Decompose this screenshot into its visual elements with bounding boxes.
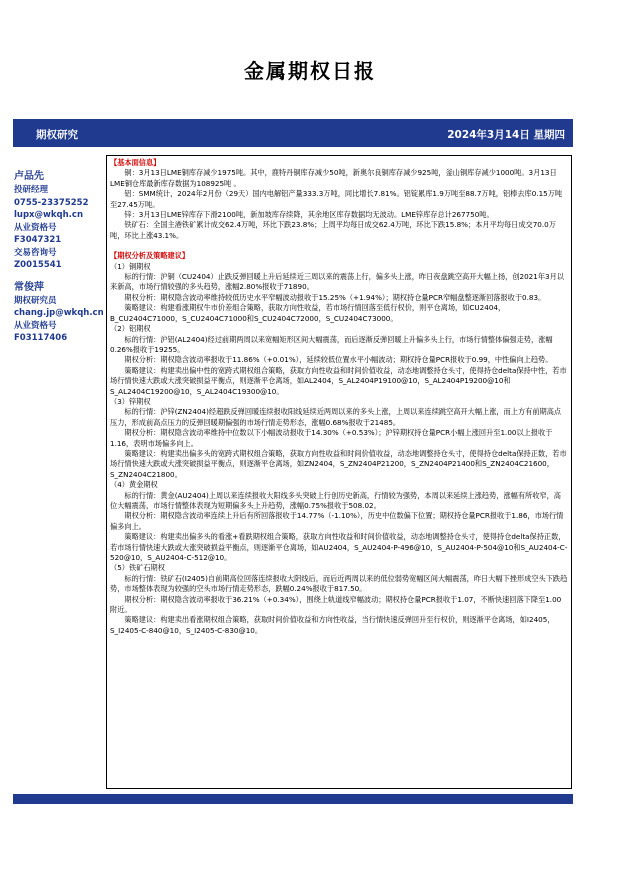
header-banner	[13, 119, 573, 147]
paragraph-iron-ore-market: 标的行情：铁矿石(I2405)自前期高位回落连续报收大阴线后，而后近两周以来的低位弱势宽幅区间大幅震荡，昨日大幅下挫形成空头下跌趋势，市场整体表现为较强的空头市场行情走势形态，跌幅0.24%报收于817.50。	[110, 573, 568, 594]
subheading-copper: （1）铜期权	[110, 261, 151, 271]
author-block-2	[14, 281, 109, 345]
author-sidebar	[14, 170, 109, 354]
author-phone: 0755-23375252	[14, 197, 89, 208]
report-body	[106, 155, 572, 789]
paragraph-zinc-strategy: 策略建议：构建卖出偏多头的宽跨式期权组合策略，获取方向性收益和时间价值收益，动态地调整持仓头寸，使得持仓delta保持正数，若市场行情快速大跌或大涨突破损益平衡点，则逐渐平仓离场，如ZN2404，S_ZN2404P21200，S_ZN2404P21400和S_ZN2404C21600，S_ZN2404C21800。	[110, 448, 567, 479]
qualification-number: F3047321	[14, 235, 62, 245]
trade-consult-label: 交易咨询号	[14, 247, 57, 258]
banner-section-label: 期权研究	[36, 129, 78, 141]
author-block-1	[14, 170, 109, 272]
subheading-gold: （4）黄金期权	[110, 480, 158, 490]
paragraph-gold-analysis: 期权分析：期权隐含波动率连续上升后有所回落报收于14.77%（-1.10%），历史中位数偏下位置；期权持仓量PCR报收于1.86，市场行情偏多向上。	[110, 511, 564, 531]
author-email[interactable]: chang.jp@wkqh.cn	[14, 308, 104, 318]
subheading-aluminium: （2）铝期权	[110, 324, 151, 334]
paragraph-copper-analysis: 期权分析：期权隐含波动率维持较低历史水平窄幅波动报收于15.25%（+1.94%）；期权持仓量PCR窄幅盘整逐渐回落报收于0.83。	[124, 292, 546, 302]
section-heading-strategy: 【期权分析及策略建议】	[110, 251, 190, 261]
paragraph-iron-ore-fundamental: 铁矿石：全国主港铁矿累计成交62.4万吨，环比下跌23.8%；上周平均每日成交62.4万吨，环比下跌15.8%；本月平均每日成交70.0万吨，环比上涨43.1%。	[110, 220, 556, 240]
paragraph-aluminium-strategy: 策略建议：构建卖出偏中性的宽跨式期权组合策略，获取方向性收益和时间价值收益，动态地调整持仓头寸，使得持仓delta保持中性，若市场行情快速大跌或大涨突破损益平衡点，则逐渐平仓离场，如AL2404，S_AL2404P19100@10，S_AL2404P19200@10和S_AL2404C19200@10，S_AL2404C19300@10。	[110, 365, 567, 396]
paragraph-iron-ore-strategy: 策略建议：构建卖出看涨期权组合策略，获取时间价值收益和方向性收益，当行情快速反弹回升至行权价，则逐渐平仓离场，如I2405，S_I2405-C-840@10，S_I2405-C-830@10。	[110, 615, 555, 635]
subheading-iron-ore: （5）铁矿石期权	[110, 563, 165, 573]
trade-consult-number: Z0015541	[14, 260, 62, 270]
report-title: 金属期权日报	[244, 59, 376, 83]
paragraph-copper-strategy: 策略建议：构建看涨期权牛市价差组合策略，获取方向性收益，若市场行情回落至低行权价，则平仓离场，如CU2404，B_CU2404C71000，S_CU2404C71000和S_CU2404C72000，S_CU2404C73000。	[110, 303, 506, 323]
paragraph-aluminium-market: 标的行情：沪铝(AL2404)经过前期两周以来宽幅矩形区间大幅震荡，而后逐渐反弹回暖上升偏多头上行，市场行情整体偏强走势，涨幅0.26%报收于19255。	[110, 334, 553, 354]
qualification-label: 从业资格号	[14, 320, 57, 331]
paragraph-zinc-fundamental: 锌：3月13日LME锌库存下滑2100吨，新加坡库存续降，其余地区库存数据均无波动。LME锌库存总计267750吨。	[124, 210, 494, 220]
paragraph-copper-fundamental: 铜：3月13日LME铜库存减少1975吨。其中，鹿特丹铜库存减少50吨，新奥尔良铜库存减少925吨，釜山铜库存减少1000吨。3月13日LME铜仓库最新库存数据为108925吨 。	[110, 168, 557, 188]
paragraph-zinc-market: 标的行情：沪锌(ZN2404)经超跌反弹回暖连续报收阳线延续近两周以来的多头上涨，上周以来连续跳空高开大幅上涨，而上方有前期高点压力，形成前高点压力的反弹回暖期偏强的市场行情走势形态，涨幅0.68%报收于21485。	[110, 407, 562, 427]
section-heading-fundamentals: 【基本面信息】	[110, 158, 161, 167]
paragraph-gold-market: 标的行情：黄金(AU2404)上周以来连续报收大阳线多头突破上行创历史新高，行情较为强势，本周以来延续上涨趋势，涨幅有所收窄，高位大幅震荡，市场行情整体表现为短期偏多头上升趋势，涨幅0.75%报收于508.02。	[110, 490, 561, 510]
banner-date: 2024年3月14日 星期四	[447, 129, 565, 141]
author-email[interactable]: lupx@wkqh.cn	[14, 210, 83, 220]
paragraph-copper-market: 标的行情：沪铜（CU2404）止跌反弹回暖上升后延续近三周以来的震荡上行，偏多头上涨，昨日夜盘跳空高开大幅上扬，创2021年3月以来新高，市场行情较强的多头趋势，涨幅2.80%报收于71890。	[110, 272, 564, 292]
paragraph-aluminium-analysis: 期权分析：期权隐含波动率报收于11.86%（+0.01%），延续较低位置水平小幅波动；期权持仓量PCR报收于0.99，中性偏向上趋势。	[124, 355, 553, 365]
paragraph-gold-strategy: 策略建议：构建卖出偏多头的看涨+看跌期权组合策略，获取方向性收益和时间价值收益，动态地调整持仓头寸，使得持仓delta保持正数，若市场行情快速大跌或大涨突破损益平衡点，则逐渐平仓离场，如AU2404，S_AU2404-P-496@10，S_AU2404-P-504@10和S_AU2404-C-520@10，S_AU2404-C-512@10。	[110, 532, 568, 563]
footer-bar	[13, 794, 573, 804]
qualification-label: 从业资格号	[14, 222, 57, 233]
paragraph-zinc-analysis: 期权分析：期权隐含波动率维持中位数以下小幅波动报收于14.30%（+0.53%）；沪锌期权持仓量PCR小幅上涨回升至1.00以上报收于1.16，表明市场偏多向上。	[110, 428, 553, 448]
qualification-number: F03117406	[14, 333, 68, 343]
author-role: 投研经理	[14, 185, 49, 195]
paragraph-aluminium-fundamental: 铝：SMM统计，2024年2月份（29天）国内电解铝产量333.3万吨，同比增长7.81%。铝锭累库1.9万吨至88.7万吨，铝棒去库0.15万吨至27.45万吨。	[110, 189, 563, 209]
paragraph-iron-ore-analysis: 期权分析：期权隐含波动率报收于36.21%（+0.34%），围绕上轨道线窄幅波动；期权持仓量PCR报收于1.07，不断快速回落下降至1.00附近。	[110, 594, 562, 615]
subheading-zinc: （3）锌期权	[110, 396, 151, 406]
author-name: 常俊萍	[14, 281, 44, 293]
author-name: 卢品先	[14, 171, 44, 182]
author-role: 期权研究员	[14, 295, 57, 306]
